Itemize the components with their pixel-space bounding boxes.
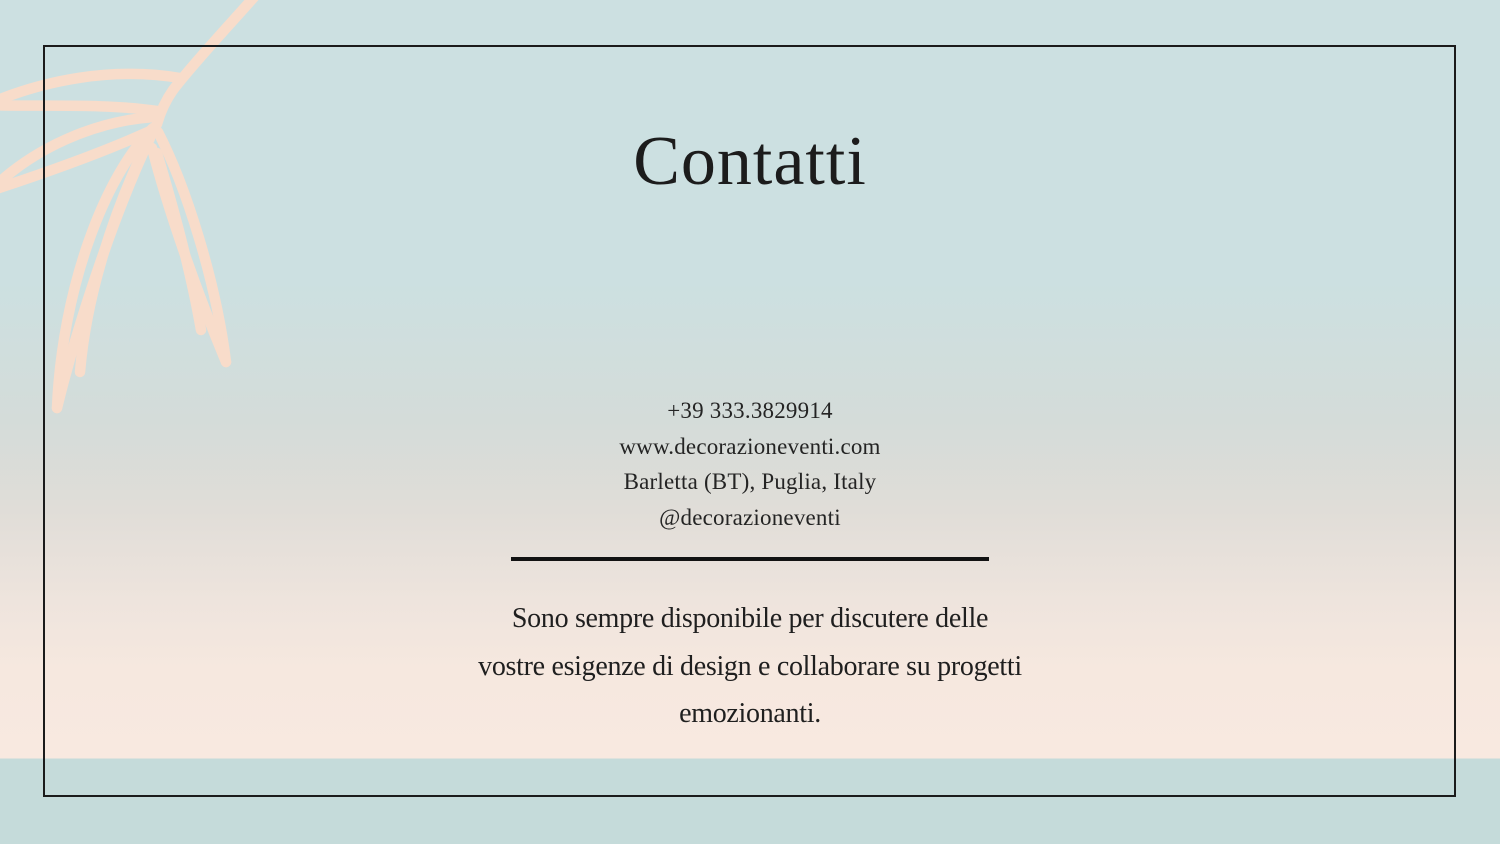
social-handle-text: @decorazioneventi [659,504,841,530]
website-text: www.decorazioneventi.com [619,433,881,459]
description-line: vostre esigenze di design e collaborare su progetti [478,650,1022,682]
contact-info-block [0,393,1500,535]
description-line: emozionanti. [679,698,821,729]
description-line: Sono sempre disponibile per discutere delle [511,603,989,634]
page-title: Contatti [633,123,867,200]
phone-text: +39 333.3829914 [667,398,833,423]
location-text: Barletta (BT), Puglia, Italy [623,469,877,494]
description-text [0,595,1500,738]
divider-line [511,557,989,561]
